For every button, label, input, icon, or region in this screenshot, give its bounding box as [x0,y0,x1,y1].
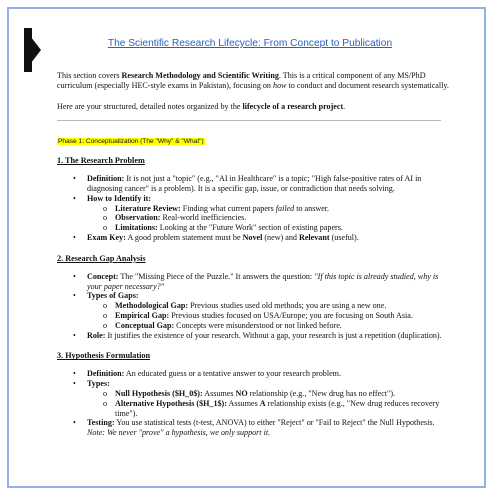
item-text: to answer. [294,203,330,213]
item-label: Types of Gaps: [87,291,139,301]
sub-marker: o [103,223,108,233]
bullet-marker: • [73,271,76,281]
sub-marker: o [103,213,108,223]
item-label: Observation: [115,213,161,223]
item-text: (useful). [329,233,359,243]
list-item [57,379,449,418]
list-item [57,194,449,233]
list-item [57,174,449,194]
bullet-marker: • [73,193,76,203]
item-text: relationship (e.g., "New drug has no effect"). [247,389,396,399]
item-label: How to Identify it: [87,193,152,203]
bullet-marker: • [73,291,76,301]
list-item [57,369,449,379]
intro-text: Here are your structured, detailed notes organized by the [57,102,243,112]
item-text: It justifies the existence of your research. Without a gap, your research is just a repetition (duplication). [105,330,442,340]
sub-list-item [87,204,449,214]
item-text: Finding what current papers [180,203,276,213]
item-bold: Relevant [298,233,330,243]
sub-list-item [87,321,449,331]
item-label: Literature Review: [115,203,181,213]
item-text: Assumes [226,398,260,408]
item-label: Methodological Gap: [115,301,189,311]
sub-marker: o [103,320,108,330]
sub-marker: o [103,389,108,399]
bullet-marker: • [73,174,76,184]
item-italic: failed [275,203,295,213]
section-heading-hypothesis: 3. Hypothesis Formulation [57,351,151,361]
section-list-gap-analysis [57,272,449,341]
item-italic: Note: We never "prove" a hypothesis, we only support it. [87,428,271,438]
sub-marker: o [103,301,108,311]
item-text: Assumes [202,389,236,399]
document-title[interactable]: The Scientific Research Lifecycle: From Concept to Publication [107,38,393,49]
list-item [57,272,449,292]
item-label: Role: [87,330,106,340]
item-text: An educated guess or a tentative answer to your research problem. [124,369,341,379]
item-label: Alternative Hypothesis ($H_1$): [115,398,227,408]
list-item [57,291,449,330]
sub-list-item [87,223,449,233]
item-text: It is not just a "topic" (e.g., "AI in Healthcare" is a topic; "High false-positive rates of AI in diagnosing cancer" is a problem). It is a specific gap, issue, or contradiction that needs solving. [87,174,422,194]
section-list-research-problem [57,174,449,243]
intro-text: . [343,102,346,112]
intro-bold: Research Methodology and Scientific Writing [121,71,279,80]
bullet-marker: • [73,379,76,389]
item-text: Previous studies focused on USA/Europe; you are focusing on South Asia. [169,311,413,321]
corner-tab-arrow [24,28,41,72]
item-text: Previous studies used old methods; you are using a new one. [188,301,387,311]
document-page [57,38,449,449]
item-bold: A [259,398,266,408]
item-text: You use statistical tests (t-test, ANOVA) to either "Reject" or "Fail to Reject" the Null Hypothesis. [114,418,435,428]
item-label: Definition: [87,174,125,184]
intro-paragraph [57,71,449,91]
item-label: Empirical Gap: [115,311,170,321]
sub-list-item [87,389,449,399]
horizontal-divider [57,120,441,121]
section-heading-research-problem: 1. The Research Problem [57,156,145,166]
intro-text: . This is a critical component of any MS/PhD curriculum (especially HEC-style exams in Pakistan), focusing on [57,71,426,91]
sub-marker: o [103,311,108,321]
intro-text: to conduct and document research systematically. [286,81,449,91]
item-italic: "If this topic is already studied, why is your paper necessary?" [87,271,439,291]
item-label: Conceptual Gap: [115,320,175,330]
item-text: relationship exists (e.g., "New drug reduces recovery time"). [115,398,440,418]
item-bold: Novel [242,233,263,243]
intro-italic: how [273,81,287,91]
item-bold: NO [235,389,248,399]
section-list-hypothesis [57,369,449,438]
list-item [57,233,449,243]
item-label: Types: [87,379,110,389]
phase-highlight-label: Phase 1: Conceptualization (The "Why" & "What") [58,138,204,146]
intro-bold: lifecycle of a research project [242,102,344,112]
item-text: A good problem statement must be [125,233,243,243]
item-label: Exam Key: [87,233,126,243]
item-text: (new) and [262,233,299,243]
bullet-marker: • [73,369,76,379]
sub-list [87,204,449,233]
bullet-marker: • [73,233,76,243]
item-text: Real-world inefficiencies. [160,213,247,223]
section-heading-gap-analysis: 2. Research Gap Analysis [57,253,146,263]
sub-list-item [87,399,449,419]
sub-list [87,301,449,330]
list-item [57,331,449,341]
item-label: Null Hypothesis ($H_0$): [115,389,203,399]
intro-paragraph-2 [57,102,449,112]
sub-list [87,389,449,418]
item-text: Looking at the "Future Work" section of existing papers. [157,223,343,233]
bullet-marker: • [73,330,76,340]
intro-text: This section covers [57,71,122,80]
item-label: Definition: [87,369,125,379]
sub-list-item [87,311,449,321]
item-label: Concept: [87,271,119,281]
item-text: The "Missing Piece of the Puzzle." It answers the question: [118,271,315,281]
sub-list-item [87,213,449,223]
sub-list-item [87,301,449,311]
list-item [57,418,449,438]
item-text: Concepts were misunderstood or not linked before. [174,320,342,330]
item-label: Limitations: [115,223,158,233]
item-label: Testing: [87,418,115,428]
sub-marker: o [103,203,108,213]
bullet-marker: • [73,418,76,428]
sub-marker: o [103,398,108,408]
